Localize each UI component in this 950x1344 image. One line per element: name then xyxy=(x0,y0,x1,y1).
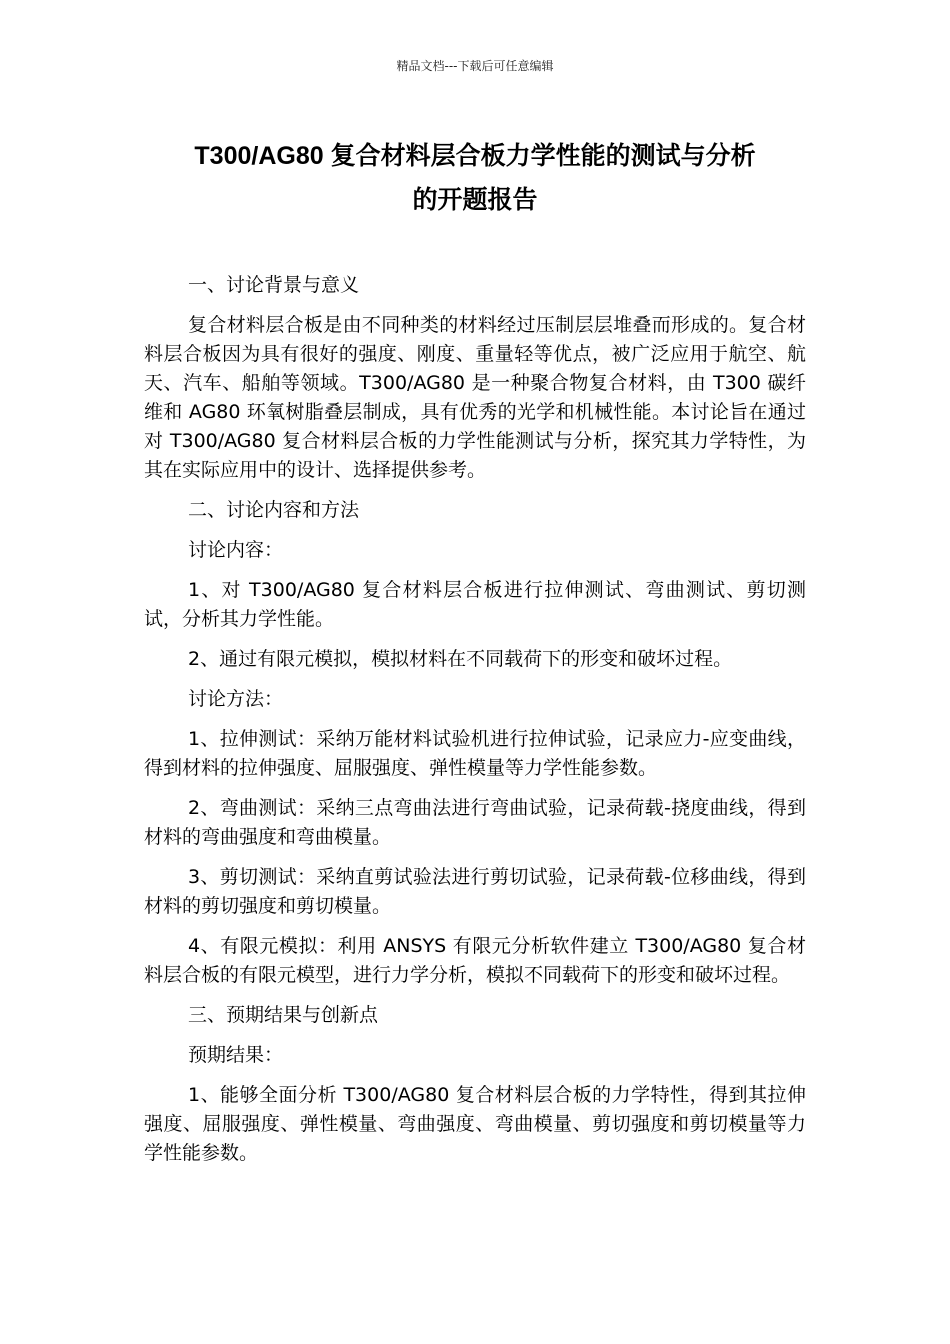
list-item: 1、拉伸测试：采纳万能材料试验机进行拉伸试验，记录应力-应变曲线，得到材料的拉伸强度、屈服强度、弹性模量等力学性能参数。 xyxy=(144,728,806,779)
subheading-method: 讨论方法： xyxy=(188,688,284,710)
section-heading-results: 三、预期结果与创新点 xyxy=(188,1004,379,1026)
subheading-content: 讨论内容： xyxy=(188,539,284,561)
list-item: 4、有限元模拟：利用 ANSYS 有限元分析软件建立 T300/AG80 复合材料层合板的有限元模型，进行力学分析，模拟不同载荷下的形变和破坏过程。 xyxy=(144,935,806,986)
list-item: 2、弯曲测试：采纳三点弯曲法进行弯曲试验，记录荷载-挠度曲线，得到材料的弯曲强度和弯曲模量。 xyxy=(144,797,806,848)
paragraph-background: 复合材料层合板是由不同种类的材料经过压制层层堆叠而形成的。复合材料层合板因为具有很好的强度、刚度、重量轻等优点，被广泛应用于航空、航天、汽车、船舶等领域。T300/AG80 是一种聚合物复合材料，由 T300 碳纤维和 AG80 环氧树脂叠层制成，具有优秀的光学和机械性能。本讨论旨在通过对 T300/AG80 复合材料层合板的力学性能测试与分析，探究其力学特性，为其在实际应用中的设计、选择提供参考。 xyxy=(144,314,806,481)
section-heading-content-method: 二、讨论内容和方法 xyxy=(188,499,360,521)
list-item: 1、能够全面分析 T300/AG80 复合材料层合板的力学特性，得到其拉伸强度、屈服强度、弹性模量、弯曲强度、弯曲模量、剪切强度和剪切模量等力学性能参数。 xyxy=(144,1084,806,1164)
list-item: 1、对 T300/AG80 复合材料层合板进行拉伸测试、弯曲测试、剪切测试，分析其力学性能。 xyxy=(144,579,806,630)
document-title xyxy=(100,134,850,222)
title-line-2: 的开题报告 xyxy=(412,186,538,214)
subheading-expected-results: 预期结果： xyxy=(188,1044,284,1066)
list-item: 2、通过有限元模拟，模拟材料在不同载荷下的形变和破坏过程。 xyxy=(188,648,733,670)
list-item: 3、剪切测试：采纳直剪试验法进行剪切试验，记录荷载-位移曲线，得到材料的剪切强度和剪切模量。 xyxy=(144,866,806,917)
title-line-1: T300/AG80 复合材料层合板力学性能的测试与分析 xyxy=(194,142,756,170)
document-body xyxy=(144,271,806,1179)
section-heading-background: 一、讨论背景与意义 xyxy=(188,274,360,296)
header-note: 精品文档---下载后可任意编辑 xyxy=(396,59,554,73)
